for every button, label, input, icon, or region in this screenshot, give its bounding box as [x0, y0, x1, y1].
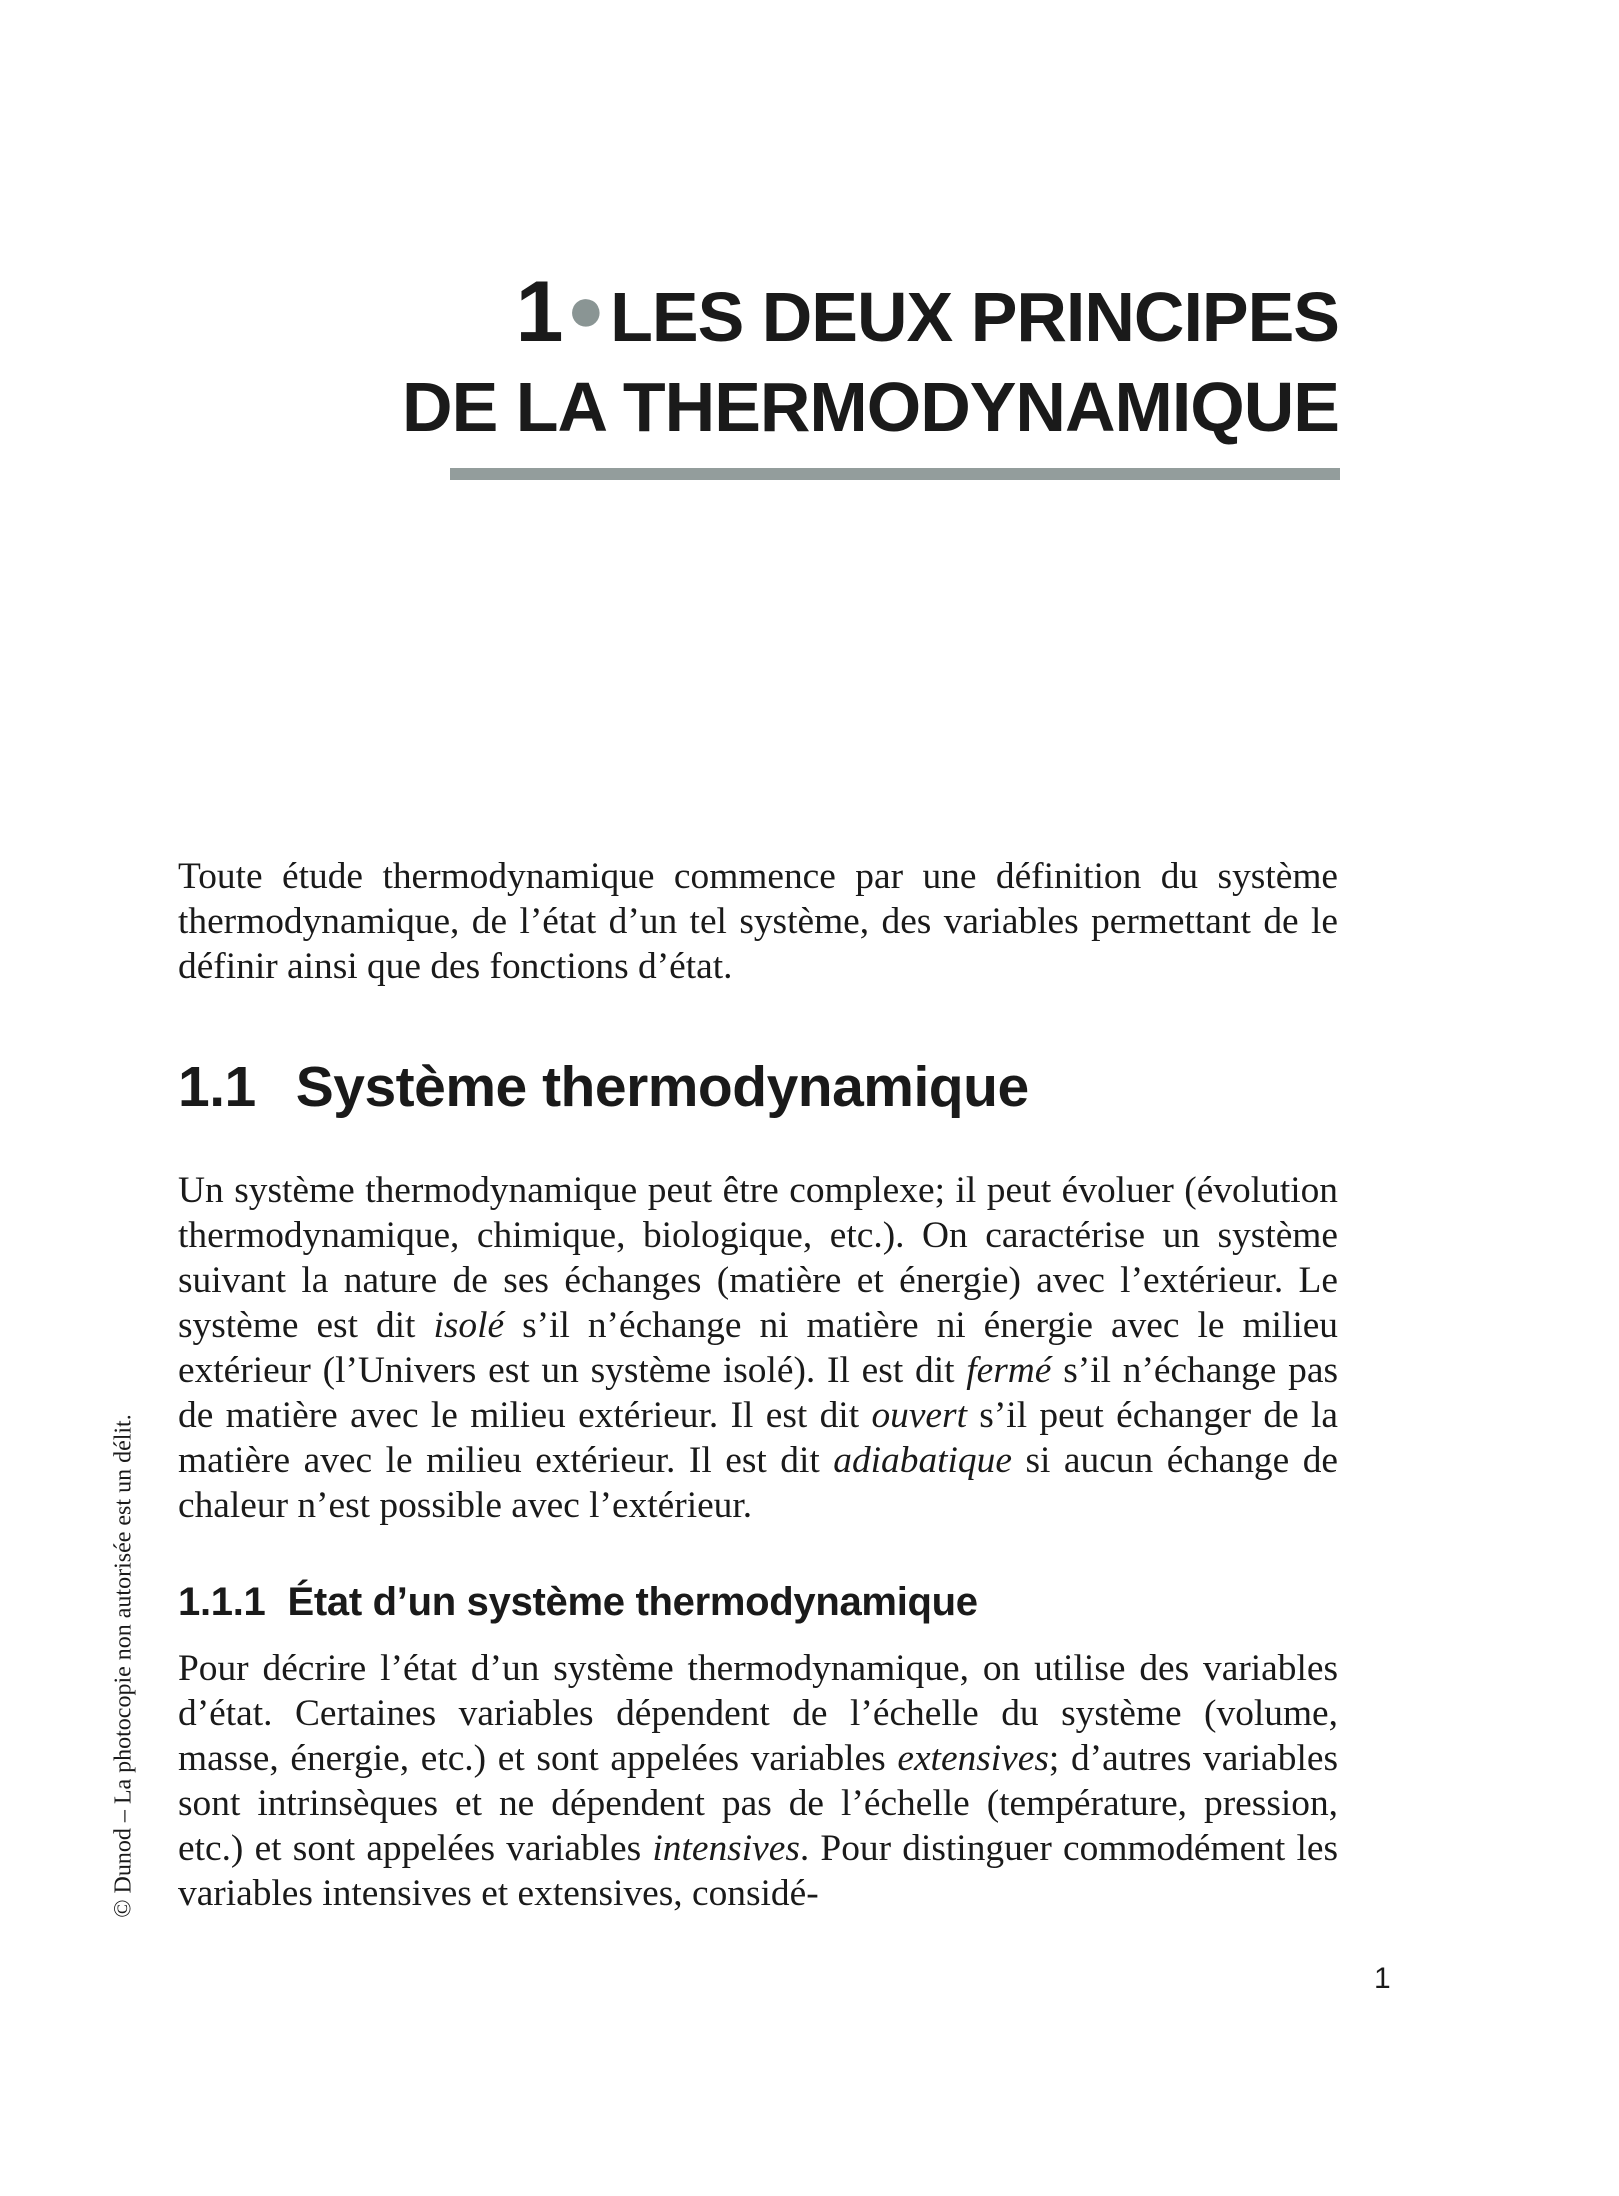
- page-number: 1: [1374, 1962, 1391, 1995]
- section-1-1-1-paragraph: [178, 1646, 1338, 1916]
- section-1-1-paragraph: [178, 1168, 1338, 1528]
- bullet-dot-icon: ●: [566, 273, 605, 345]
- section-title: Système thermodynamique: [295, 1055, 1029, 1119]
- title-rule: [450, 468, 1340, 480]
- section-heading-1-1: [178, 1052, 1029, 1122]
- text-run: Un système thermodynamique peut être complexe; il peut évoluer (évolution thermodynamique, chimique, biologique, etc.). On caractérise un système suivant la nature de ses échanges (matière et énergie) avec l’extérieur. Le système est dit: [178, 1170, 1338, 1346]
- copyright-side-note: © Dunod – La photocopie non autorisée est un délit.: [110, 1414, 137, 1918]
- chapter-title-line-2: DE LA THERMODYNAMIQUE: [402, 368, 1339, 446]
- text-run: si aucun échange de chaleur n’est possible avec l’extérieur.: [178, 1440, 1338, 1526]
- subsection-number: 1.1.1: [178, 1580, 266, 1624]
- term-ferme: fermé: [966, 1350, 1052, 1391]
- text-run: ; d’autres variables sont intrinsèques et ne dépendent pas de l’échelle (température, pression, etc.) et sont appelées variables: [178, 1738, 1338, 1869]
- term-ouvert: ouvert: [871, 1395, 967, 1436]
- chapter-title: [402, 264, 1339, 451]
- intro-paragraph: Toute étude thermodynamique commence par une définition du système thermodynamique, de l’état d’un tel système, des variables permettant de le définir ainsi que des fonctions d’état.: [178, 856, 1338, 987]
- term-extensives: extensives: [897, 1738, 1049, 1779]
- text-run: Pour décrire l’état d’un système thermodynamique, on utilise des variables d’état. Certaines variables dépendent de l’échelle du système (volume, masse, énergie, etc.) et sont appelées variables: [178, 1648, 1338, 1779]
- term-adiabatique: adiabatique: [833, 1440, 1012, 1481]
- text-run: . Pour distinguer commodément les variables intensives et extensives, considé-: [178, 1828, 1338, 1914]
- text-run: s’il n’échange ni matière ni énergie avec le milieu extérieur (l’Univers est un système isolé). Il est dit: [178, 1305, 1339, 1391]
- section-number: 1.1: [178, 1055, 256, 1119]
- section-heading-1-1-1: [178, 1576, 978, 1628]
- subsection-title: État d’un système thermodynamique: [287, 1580, 978, 1624]
- chapter-title-line-1: [402, 264, 1339, 363]
- chapter-number: 1: [515, 264, 563, 360]
- term-isole: isolé: [433, 1305, 505, 1346]
- term-intensives: intensives: [652, 1828, 800, 1869]
- text-run: s’il n’échange pas de matière avec le milieu extérieur. Il est dit: [178, 1350, 1339, 1436]
- text-run: s’il peut échanger de la matière avec le milieu extérieur. Il est dit: [178, 1395, 1339, 1481]
- chapter-title-text-1: LES DEUX PRINCIPES: [610, 278, 1339, 356]
